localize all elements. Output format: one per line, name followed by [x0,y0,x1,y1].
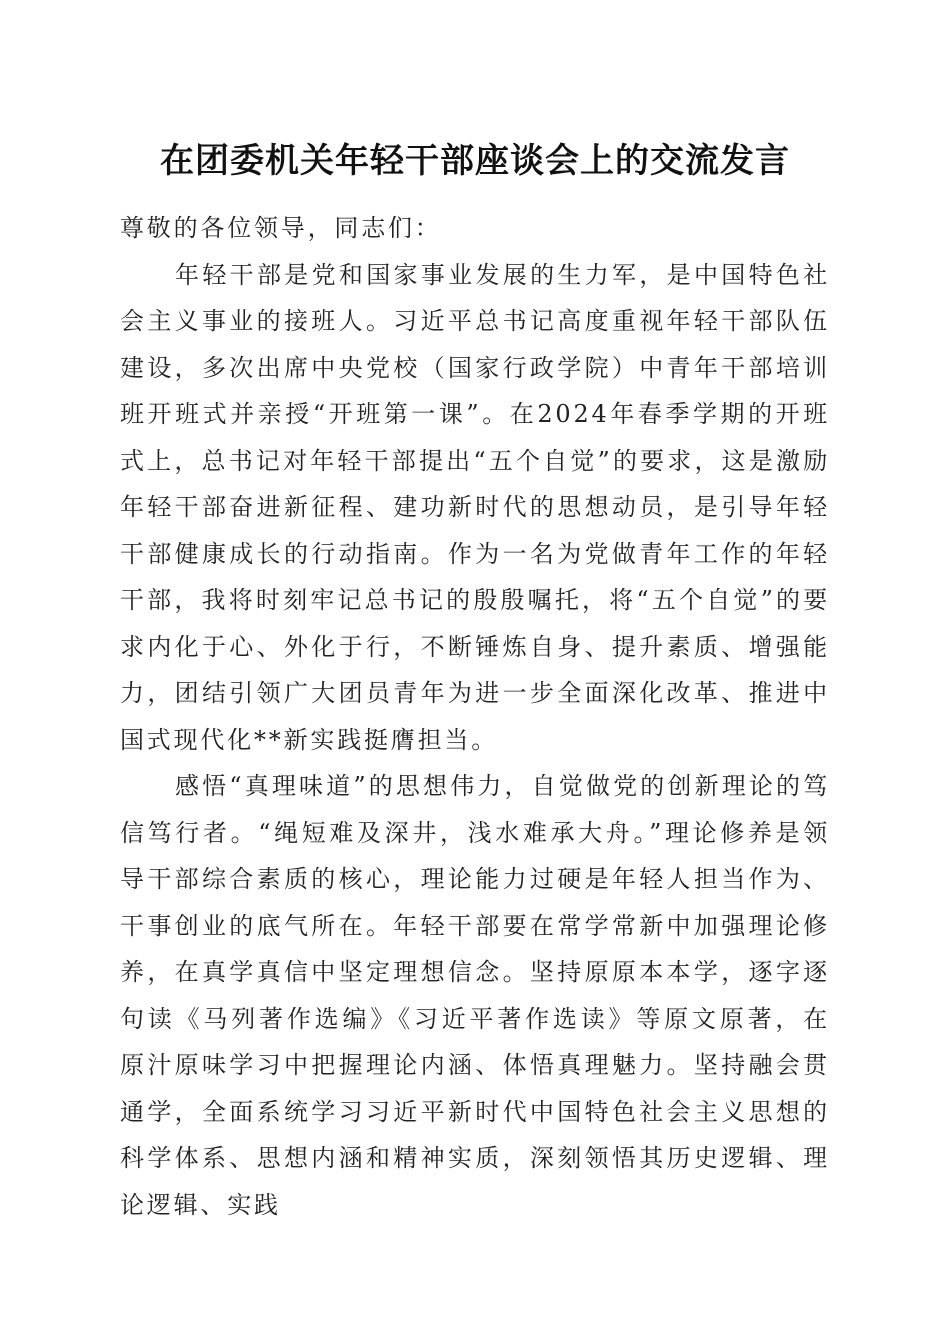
document-title: 在团委机关年轻干部座谈会上的交流发言 [160,141,790,181]
document-body [120,205,830,1228]
paragraph-1: 年轻干部是党和国家事业发展的生力军，是中国特色社会主义事业的接班人。习近平总书记高度重视年轻干部队伍建设，多次出席中央党校（国家行政学院）中青年干部培训班开班式并亲授“开班第一课”。在2024年春季学期的开班式上，总书记对年轻干部提出“五个自觉”的要求，这是激励年轻干部奋进新征程、建功新时代的思想动员，是引导年轻干部健康成长的行动指南。作为一名为党做青年工作的年轻干部，我将时刻牢记总书记的殷殷嘱托，将“五个自觉”的要求内化于心、外化于行，不断锤炼自身、提升素质、增强能力，团结引领广大团员青年为进一步全面深化改革、推进中国式现代化**新实践挺膺担当。 [120,260,830,754]
salutation: 尊敬的各位领导，同志们： [120,214,442,242]
paragraph-2: 感悟“真理味道”的思想伟力，自觉做党的创新理论的笃信笃行者。“绳短难及深井，浅水难承大舟。”理论修养是领导干部综合素质的核心，理论能力过硬是年轻人担当作为、干事创业的底气所在。年轻干部要在常学常新中加强理论修养，在真学真信中坚定理想信念。坚持原原本本学，逐字逐句读《马列著作选编》《习近平著作选读》等原文原著，在原汁原味学习中把握理论内涵、体悟真理魅力。坚持融会贯通学，全面系统学习习近平新时代中国特色社会主义思想的科学体系、思想内涵和精神实质，深刻领悟其历史逻辑、理论逻辑、实践 [120,772,830,1219]
